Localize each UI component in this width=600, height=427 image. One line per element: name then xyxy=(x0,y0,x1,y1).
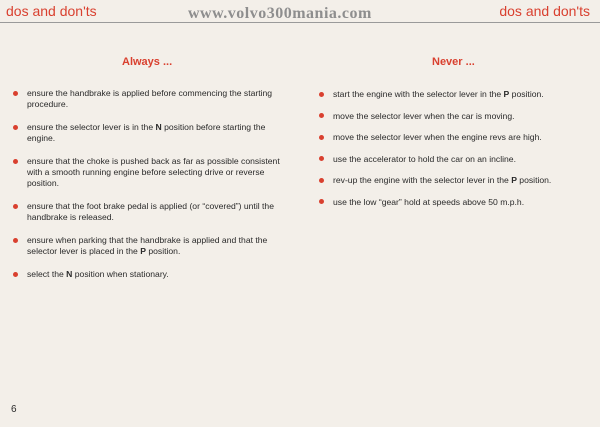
bullet-icon xyxy=(319,135,324,140)
bullet-icon xyxy=(13,125,18,130)
list-item xyxy=(13,235,293,257)
list-item xyxy=(13,269,293,280)
bullet-icon xyxy=(319,92,324,97)
list-item xyxy=(319,111,581,122)
always-heading: Always ... xyxy=(122,56,173,68)
list-item xyxy=(319,132,581,143)
bullet-icon xyxy=(319,156,324,161)
always-list xyxy=(13,88,293,292)
list-item xyxy=(13,88,293,110)
bullet-icon xyxy=(13,272,18,277)
bullet-icon xyxy=(319,113,324,118)
bullet-icon xyxy=(13,238,18,243)
always-item-4: ensure that the foot brake pedal is applied (or “covered”) until the handbrake is released. xyxy=(27,201,274,222)
never-item-6: use the low “gear” hold at speeds above 50 m.p.h. xyxy=(333,196,525,207)
page-number: 6 xyxy=(11,404,17,415)
list-item xyxy=(13,156,293,189)
always-item-3: ensure that the choke is pushed back as far as possible consistent with a smooth running engine before selecting drive or reverse position. xyxy=(27,156,280,188)
bullet-icon xyxy=(319,178,324,183)
always-item-5: ensure when parking that the handbrake is applied and that the selector lever is placed in the P position. xyxy=(27,235,268,256)
never-item-1: start the engine with the selector lever in the P position. xyxy=(333,89,544,99)
always-item-1: ensure the handbrake is applied before commencing the starting procedure. xyxy=(27,88,273,109)
header-left-title: dos and don'ts xyxy=(6,3,97,19)
always-item-2: ensure the selector lever is in the N position before starting the engine. xyxy=(27,122,266,143)
header-divider xyxy=(0,22,600,23)
bullet-icon xyxy=(319,199,324,204)
always-item-6: select the N position when stationary. xyxy=(27,269,169,279)
list-item xyxy=(319,89,581,100)
list-item xyxy=(319,197,581,208)
never-item-3: move the selector lever when the engine revs are high. xyxy=(333,132,542,142)
list-item xyxy=(319,175,581,186)
bullet-icon xyxy=(13,91,18,96)
never-item-2: move the selector lever when the car is moving. xyxy=(333,110,515,121)
header-right-title: dos and don'ts xyxy=(499,3,590,19)
list-item xyxy=(13,122,293,144)
never-item-4: use the accelerator to hold the car on an incline. xyxy=(333,153,516,164)
never-heading: Never ... xyxy=(432,56,475,68)
never-item-5: rev-up the engine with the selector lever in the P position. xyxy=(333,175,552,185)
watermark-url: www.volvo300mania.com xyxy=(188,5,372,22)
bullet-icon xyxy=(13,159,18,164)
never-list xyxy=(319,89,581,218)
list-item xyxy=(319,154,581,165)
list-item xyxy=(13,201,293,223)
bullet-icon xyxy=(13,204,18,209)
